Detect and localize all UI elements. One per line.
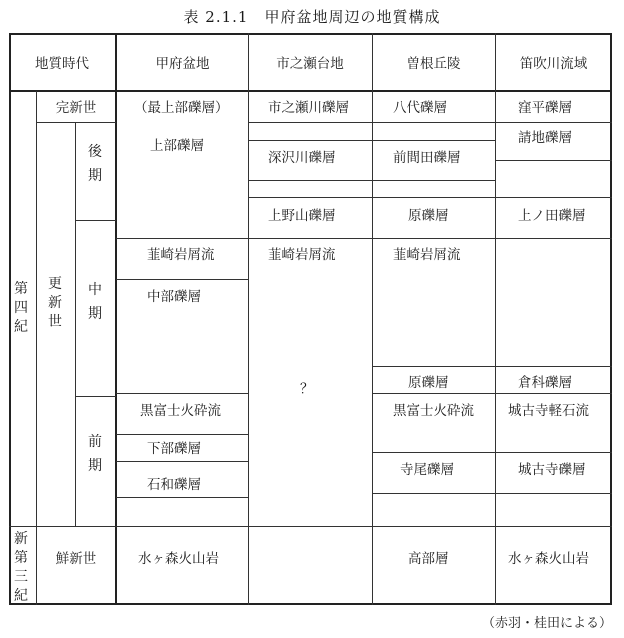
ichinose-unknown: ？: [300, 381, 314, 397]
kofu-lower-gravel: 下部礫層: [147, 441, 201, 457]
fuefuki-kubodaira: 窪平礫層: [518, 100, 572, 116]
kofu-upper-gravel: 上部礫層: [150, 138, 204, 154]
ichinose-fukasawa: 深沢川礫層: [268, 150, 336, 166]
header-ichinose: 市之瀬台地: [276, 56, 344, 72]
neogene-line: [9, 526, 116, 527]
kofu-middle-gravel: 中部礫層: [147, 289, 201, 305]
header-sone: 曽根丘陵: [406, 56, 461, 72]
fuefuki-jokoji-pumice: 城古寺軽石流: [508, 403, 589, 419]
fuefuki-line-4: [495, 238, 612, 239]
sone-maemada: 前間田礫層: [393, 150, 461, 166]
middle-early-line: [75, 396, 116, 397]
sone-line-4: [372, 197, 495, 198]
sone-line-10: [372, 526, 495, 527]
kofu-line-3: [116, 393, 248, 394]
fuefuki-uenota: 上ノ田礫層: [518, 208, 586, 224]
kofu-line-1: [116, 238, 248, 239]
kofu-line-2: [116, 279, 248, 280]
period-divider: [36, 91, 37, 605]
fuefuki-line-5: [495, 366, 612, 367]
sone-line-3: [372, 180, 495, 181]
fuefuki-line-9: [495, 526, 612, 527]
kofu-top-gravel: （最上部礫層）: [134, 100, 229, 116]
source-note: （赤羽・桂田による）: [481, 616, 612, 631]
kofu-line-4: [116, 434, 248, 435]
ichinose-line-5: [248, 238, 372, 239]
kofu-line-6: [116, 497, 248, 498]
epoch-pliocene: 鮮新世: [55, 551, 97, 567]
kofu-mizugamori: 水ヶ森火山岩: [138, 551, 219, 567]
ichinose-ichinosegawa: 市之瀬川礫層: [268, 100, 349, 116]
ichinose-line-6: [248, 526, 372, 527]
stage-late: 後 期: [88, 144, 102, 184]
period-quaternary: 第 四 紀: [14, 281, 28, 335]
fuefuki-line-3: [495, 197, 612, 198]
sone-line-2: [372, 140, 495, 141]
stage-early: 前 期: [88, 434, 102, 474]
sone-teraoo: 寺尾礫層: [400, 462, 454, 478]
header-kofu: 甲府盆地: [155, 56, 210, 72]
fuefuki-line-6: [495, 393, 612, 394]
epoch-pleistocene: 更 新 世: [48, 276, 62, 330]
header-fuefuki: 笛吹川流域: [519, 56, 588, 72]
sone-line-6: [372, 366, 495, 367]
ichinose-uenoyama: 上野山礫層: [268, 208, 336, 224]
sone-line-7: [372, 393, 495, 394]
ichinose-line-3: [248, 180, 372, 181]
sone-line-5: [372, 238, 495, 239]
sone-line-8: [372, 452, 495, 453]
sone-hara-2: 原礫層: [408, 375, 449, 391]
sone-nirasaki: 韮崎岩屑流: [393, 247, 461, 263]
ichinose-line-2: [248, 140, 372, 141]
kofu-line-7: [116, 526, 248, 527]
ichinose-line-1: [248, 122, 372, 123]
kofu-line-5: [116, 461, 248, 462]
fuefuki-line-2: [495, 160, 612, 161]
sone-line-9: [372, 493, 495, 494]
header-divider: [9, 90, 612, 92]
fuefuki-line-7: [495, 452, 612, 453]
fuefuki-jokoji: 城古寺礫層: [518, 462, 586, 478]
sone-takabe: 高部層: [408, 551, 449, 567]
header-era: 地質時代: [35, 56, 89, 72]
sone-line-1: [372, 122, 495, 123]
fuefuki-mizugamori: 水ヶ森火山岩: [508, 551, 589, 567]
fuefuki-line-8: [495, 493, 612, 494]
col-divider-2: [372, 33, 373, 605]
sone-hara: 原礫層: [408, 208, 449, 224]
col-divider-1: [248, 33, 249, 605]
era-divider: [115, 33, 117, 605]
epoch-holocene: 完新世: [55, 100, 97, 116]
period-neogene: 新 第 三 紀: [14, 531, 28, 604]
kofu-kurofuji: 黒富士火砕流: [140, 403, 221, 419]
kofu-nirasaki: 韮崎岩屑流: [147, 247, 215, 263]
ichinose-line-4: [248, 197, 372, 198]
kofu-isawa: 石和礫層: [147, 477, 201, 493]
table-title: 表 2.1.1 甲府盆地周辺の地質構成: [183, 8, 441, 26]
holocene-line: [36, 122, 116, 123]
sone-kurofuji: 黒富士火砕流: [393, 403, 474, 419]
fuefuki-ukechi: 請地礫層: [518, 130, 572, 146]
fuefuki-line-1: [495, 122, 612, 123]
stage-middle: 中 期: [88, 282, 102, 322]
epoch-divider: [75, 122, 76, 526]
late-middle-line: [75, 220, 116, 221]
fuefuki-kurashina: 倉科礫層: [518, 375, 572, 391]
ichinose-nirasaki: 韮崎岩屑流: [268, 247, 336, 263]
sone-yatsushiro: 八代礫層: [393, 100, 447, 116]
col-divider-3: [495, 33, 496, 605]
